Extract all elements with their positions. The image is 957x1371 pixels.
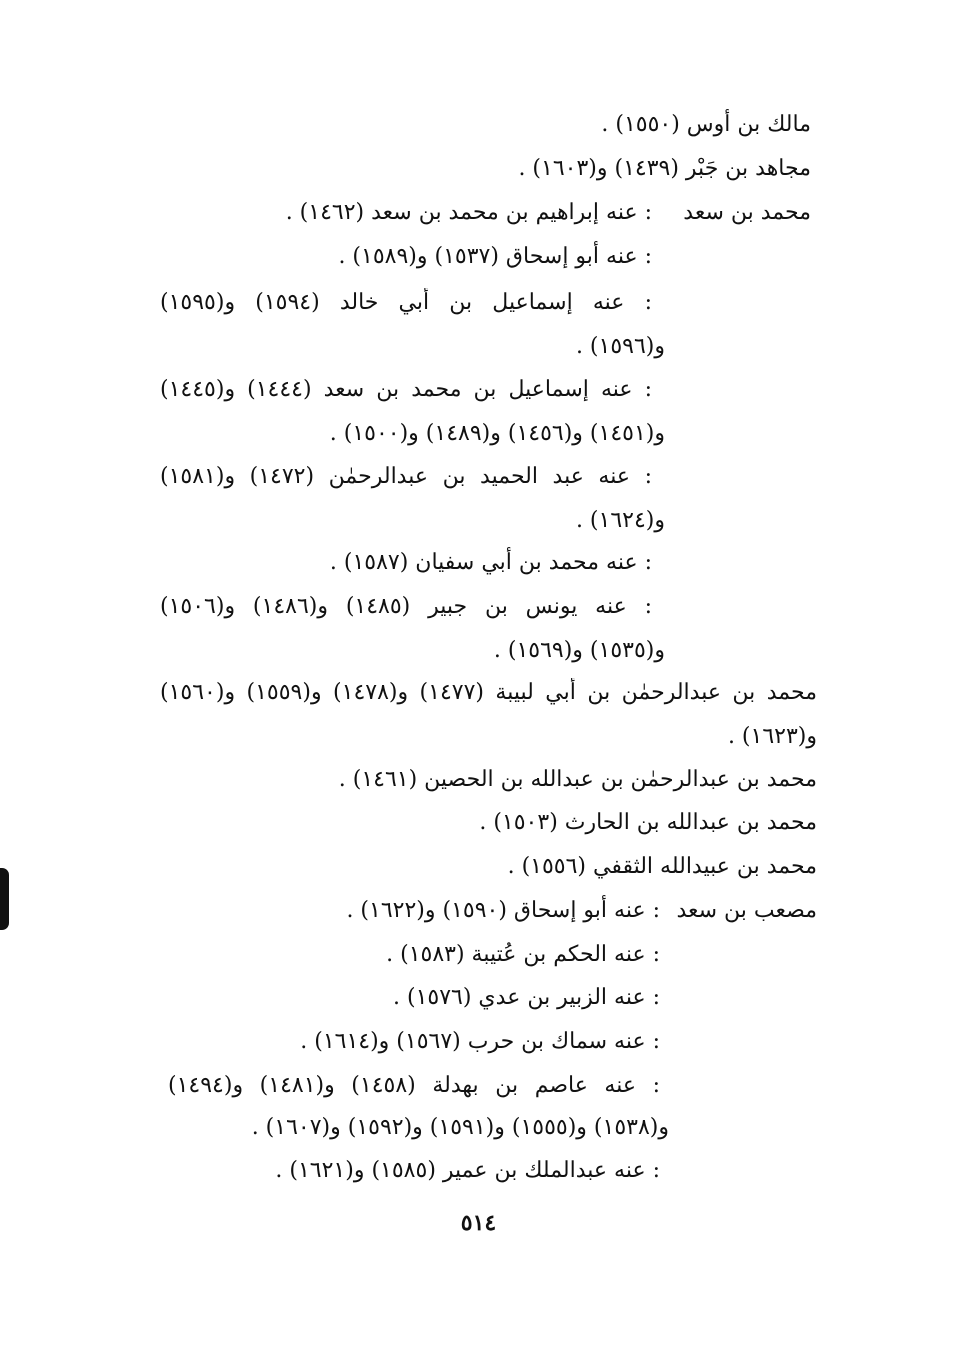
entry-line: و(١٤٥١) و(١٤٥٦) و(١٤٨٩) و(١٥٠٠) . — [329, 421, 665, 446]
entry-line: : عنه الزبير بن عدي (١٥٧٦) . — [393, 985, 660, 1010]
entry-line: : عنه إسماعيل بن محمد بن سعد (١٤٤٤) و(١٤٤٥) — [160, 377, 652, 402]
entry-line: : عنه يونس بن جبير (١٤٨٥) و(١٤٨٦) و(١٥٠٦) — [160, 594, 652, 619]
entry-line: : عنه محمد بن أبي سفيان (١٥٨٧) . — [329, 550, 652, 575]
scan-edge-mark — [0, 868, 9, 930]
entry-line: : عنه أبو إسحاق (١٥٣٧) و(١٥٨٩) . — [338, 244, 652, 269]
entry-line: : عنه عبد الحميد بن عبدالرحمٰن (١٤٧٢) و(١٥٨١) — [160, 464, 652, 489]
entry-line: مالك بن أوس (١٥٥٠) . — [601, 112, 811, 137]
entry-line: و(١٥٣٥) و(١٥٦٩) . — [493, 638, 665, 663]
entry-line: : عنه إسماعيل بن أبي خالد (١٥٩٤) و(١٥٩٥) — [160, 290, 652, 315]
page-number: ٥١٤ — [460, 1210, 497, 1236]
entry-line: : عنه عبدالملك بن عمير (١٥٨٥) و(١٦٢١) . — [275, 1158, 660, 1183]
entry-line: : عنه أبو إسحاق (١٥٩٠) و(١٦٢٢) . — [346, 898, 660, 923]
entry-line: مجاهد بن جَبْر (١٤٣٩) و(١٦٠٣) . — [518, 156, 811, 181]
entry-line: : عنه عاصم بن بهدلة (١٤٥٨) و(١٤٨١) و(١٤٩٤) — [168, 1073, 660, 1098]
entry-line: محمد بن عبدالرحمٰن بن عبدالله بن الحصين (١٤٦١) . — [338, 767, 817, 792]
entry-line: محمد بن عبيدالله الثقفي (١٥٥٦) . — [507, 854, 817, 879]
entry-line: و(١٦٢٤) . — [575, 508, 665, 533]
entry-line: و(١٥٣٨) و(١٥٥٥) و(١٥٩١) و(١٥٩٢) و(١٦٠٧) . — [251, 1115, 669, 1140]
entry-line: : عنه إبراهيم بن محمد بن سعد (١٤٦٢) . — [285, 200, 652, 225]
entry-line: محمد بن عبدالله بن الحارث (١٥٠٣) . — [479, 810, 817, 835]
entry-line: : عنه الحكم بن عُتيبة (١٥٨٣) . — [386, 942, 660, 967]
entry-line: و(١٥٩٦) . — [575, 334, 665, 359]
entry-line: : عنه سماك بن حرب (١٥٦٧) و(١٦١٤) . — [300, 1029, 660, 1054]
entry-line: و(١٦٢٣) . — [727, 724, 817, 749]
entry-line: محمد بن عبدالرحمٰن بن أبي لبيبة (١٤٧٧) و(١٤٧٨) و(١٥٥٩) و(١٥٦٠) — [160, 680, 817, 705]
narrator-name: مصعب بن سعد — [676, 898, 817, 923]
narrator-name: محمد بن سعد — [683, 200, 811, 225]
